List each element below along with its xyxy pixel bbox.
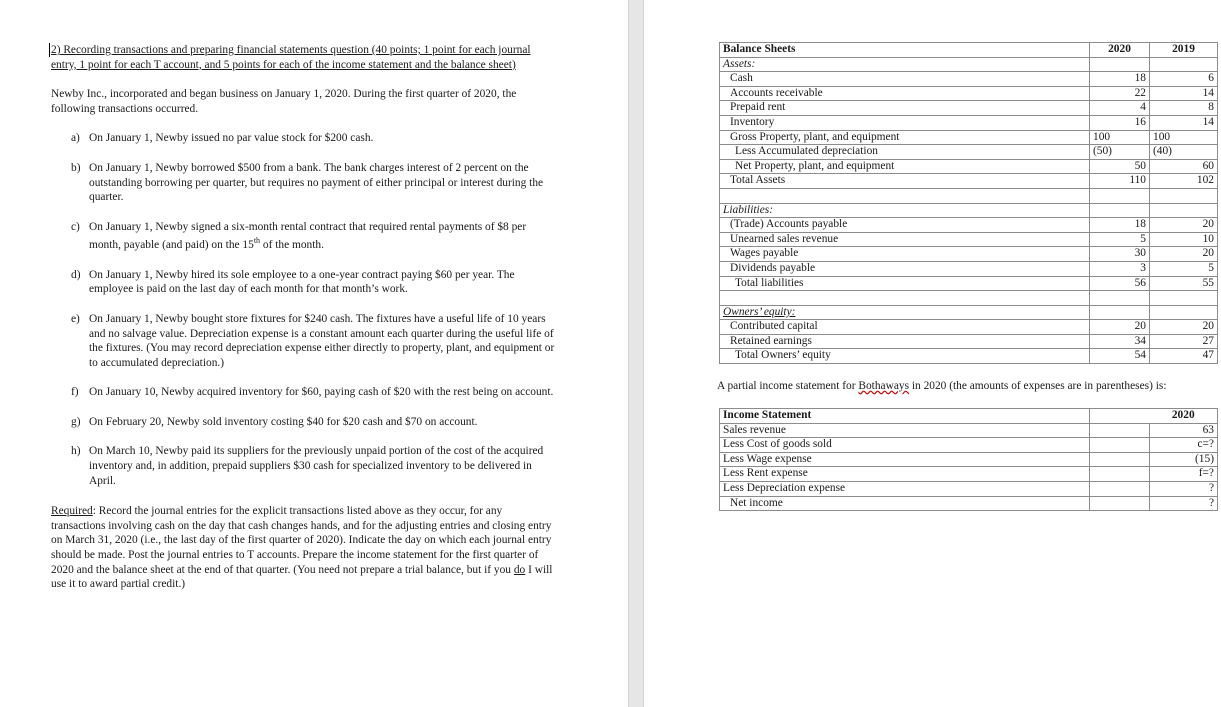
- table-cell: 22: [1090, 86, 1150, 101]
- table-row: [720, 496, 1218, 511]
- table-cell: Liabilities:: [720, 203, 1090, 218]
- table-row: [720, 261, 1218, 276]
- transaction-e: e) On January 1, Newby bought store fixtures for $240 cash. The fixtures have a useful life of 10 years and no salvage value. Depreciation expense is a constant amount each quarter during the useful life of the fixtures. (You may record depreciation expense either directly to property, plant, and equipment or to accumulated depreciation.): [71, 312, 555, 369]
- table-cell: Retained earnings: [720, 334, 1090, 349]
- table-cell: [1090, 452, 1150, 467]
- table-cell: [1090, 57, 1150, 72]
- table-cell: 4: [1090, 101, 1150, 116]
- table-row: [720, 334, 1218, 349]
- required-paragraph: Required: Record the journal entries for the explicit transactions listed above as they occur, for any transactions involving cash on the day that cash changes hands, and for the adjusting entries and closing entry on March 31, 2020 (i.e., the last day of the first quarter of 2020). Indicate the day on which each journal entry should be made. Post the journal entries to T accounts. Prepare the income statement for the first quarter of 2020 and the balance sheet at the end of that quarter. (You need not prepare a trial balance, but if you do I will use it to award partial credit.): [51, 505, 553, 591]
- table-cell: Unearned sales revenue: [720, 232, 1090, 247]
- table-cell: 60: [1150, 159, 1218, 174]
- table-cell: 102: [1150, 174, 1218, 189]
- partial-income-note: A partial income statement for Bothaways in 2020 (the amounts of expenses are in parentheses) is:: [717, 380, 1167, 392]
- table-cell: f=?: [1150, 467, 1218, 482]
- table-cell: Income Statement: [720, 409, 1090, 424]
- table-cell: [1090, 188, 1150, 203]
- table-cell: 34: [1090, 334, 1150, 349]
- table-row: [720, 174, 1218, 189]
- table-cell: [1090, 467, 1150, 482]
- table-cell: Contributed capital: [720, 320, 1090, 335]
- table-cell: [1090, 481, 1150, 496]
- table-cell: 20: [1150, 247, 1218, 262]
- question-title: 2) Recording transactions and preparing financial statements question (40 points; 1 point for each journal entry, 1 point for each T account, and 5 points for each of the income statement and the balance sheet): [51, 44, 531, 71]
- table-cell: [1150, 305, 1218, 320]
- transaction-f: f) On January 10, Newby acquired inventory for $60, paying cash of $20 with the rest being on account.: [71, 386, 554, 399]
- table-row: [720, 276, 1218, 291]
- table-cell: 2019: [1150, 43, 1218, 58]
- table-cell: [720, 291, 1090, 306]
- table-cell: 100: [1090, 130, 1150, 145]
- table-row: [720, 320, 1218, 335]
- table-cell: Balance Sheets: [720, 43, 1090, 58]
- table-cell: Net Property, plant, and equipment: [720, 159, 1090, 174]
- transaction-h: h) On March 10, Newby paid its suppliers for the previously unpaid portion of the cost of the acquired inventory and, in addition, prepaid suppliers $30 cash for specialized inventory to be delivered in April.: [71, 445, 544, 487]
- table-cell: Total liabilities: [720, 276, 1090, 291]
- table-cell: 8: [1150, 101, 1218, 116]
- table-cell: 2020: [1090, 43, 1150, 58]
- text-cursor: [49, 43, 50, 57]
- table-cell: [1090, 496, 1150, 511]
- assets-heading-row: [720, 57, 1218, 72]
- table-cell: 110: [1090, 174, 1150, 189]
- table-cell: Total Owners’ equity: [720, 349, 1090, 364]
- table-cell: [1150, 291, 1218, 306]
- table-cell: 2020: [1150, 409, 1218, 424]
- table-cell: c=?: [1150, 438, 1218, 453]
- table-cell: Sales revenue: [720, 423, 1090, 438]
- table-cell: (40): [1150, 145, 1218, 160]
- table-cell: [1090, 305, 1150, 320]
- table-cell: Dividends payable: [720, 261, 1090, 276]
- table-row: [720, 130, 1218, 145]
- table-cell: Prepaid rent: [720, 101, 1090, 116]
- balance-sheet-table: [719, 42, 1218, 364]
- table-cell: ?: [1150, 481, 1218, 496]
- table-cell: [1150, 203, 1218, 218]
- table-cell: 63: [1150, 423, 1218, 438]
- table-row: [720, 481, 1218, 496]
- table-cell: [1090, 203, 1150, 218]
- table-cell: 18: [1090, 72, 1150, 87]
- table-cell: 14: [1150, 86, 1218, 101]
- table-cell: 56: [1090, 276, 1150, 291]
- table-row: [720, 72, 1218, 87]
- transaction-b: b) On January 1, Newby borrowed $500 from a bank. The bank charges interest of 2 percent on the outstanding borrowing per quarter, but requires no payment of either principal or interest during the quarter.: [71, 161, 544, 204]
- table-cell: 100: [1150, 130, 1218, 145]
- table-cell: 20: [1150, 320, 1218, 335]
- table-cell: [1090, 423, 1150, 438]
- table-cell: [1150, 57, 1218, 72]
- table-cell: 47: [1150, 349, 1218, 364]
- table-row: [720, 145, 1218, 160]
- table-row: [720, 115, 1218, 130]
- table-row: [720, 232, 1218, 247]
- table-row: [720, 349, 1218, 364]
- table-cell: 30: [1090, 247, 1150, 262]
- table-cell: [1090, 409, 1150, 424]
- table-row: [720, 101, 1218, 116]
- income-statement-table: [719, 408, 1218, 511]
- table-cell: Cash: [720, 72, 1090, 87]
- table-row: [720, 423, 1218, 438]
- spacer-row: [720, 188, 1218, 203]
- page-gutter: [628, 0, 644, 707]
- table-cell: [1090, 291, 1150, 306]
- table-cell: [720, 188, 1090, 203]
- table-cell: 18: [1090, 218, 1150, 233]
- table-cell: 5: [1090, 232, 1150, 247]
- table-row: [720, 159, 1218, 174]
- transaction-list: [51, 131, 556, 488]
- transaction-c: c) On January 1, Newby signed a six-month rental contract that required rental payments of $8 per month, payable (and paid) on the 15th of the month.: [71, 220, 527, 252]
- table-cell: 5: [1150, 261, 1218, 276]
- table-cell: 50: [1090, 159, 1150, 174]
- table-cell: (Trade) Accounts payable: [720, 218, 1090, 233]
- table-cell: Wages payable: [720, 247, 1090, 262]
- table-cell: Less Cost of goods sold: [720, 438, 1090, 453]
- table-cell: [1150, 188, 1218, 203]
- equity-heading-row: [720, 305, 1218, 320]
- question-intro: Newby Inc., incorporated and began business on January 1, 2020. During the first quarter of 2020, the following transactions occurred.: [51, 88, 517, 115]
- table-cell: Total Assets: [720, 174, 1090, 189]
- table-row: [720, 438, 1218, 453]
- table-cell: ?: [1150, 496, 1218, 511]
- table-cell: Less Rent expense: [720, 467, 1090, 482]
- transaction-a: a) On January 1, Newby issued no par value stock for $200 cash.: [71, 132, 374, 145]
- table-cell: Accounts receivable: [720, 86, 1090, 101]
- table-cell: Net income: [720, 496, 1090, 511]
- table-row: [720, 218, 1218, 233]
- table-row: [720, 247, 1218, 262]
- table-cell: 20: [1150, 218, 1218, 233]
- spacer-row: [720, 291, 1218, 306]
- table-cell: Assets:: [720, 57, 1090, 72]
- table-cell: Owners’ equity:: [720, 305, 1090, 320]
- table-cell: Inventory: [720, 115, 1090, 130]
- table-cell: 10: [1150, 232, 1218, 247]
- table-cell: (15): [1150, 452, 1218, 467]
- table-cell: (50): [1090, 145, 1150, 160]
- table-header-row: [720, 43, 1218, 58]
- question-text: [51, 43, 556, 592]
- table-cell: 27: [1150, 334, 1218, 349]
- transaction-g: g) On February 20, Newby sold inventory costing $40 for $20 cash and $70 on account.: [71, 415, 478, 428]
- table-cell: 3: [1090, 261, 1150, 276]
- table-cell: 54: [1090, 349, 1150, 364]
- liabilities-heading-row: [720, 203, 1218, 218]
- table-row: [720, 467, 1218, 482]
- table-cell: 20: [1090, 320, 1150, 335]
- table-header-row: [720, 409, 1218, 424]
- table-cell: Gross Property, plant, and equipment: [720, 130, 1090, 145]
- table-row: [720, 452, 1218, 467]
- table-cell: Less Depreciation expense: [720, 481, 1090, 496]
- table-cell: [1090, 438, 1150, 453]
- table-cell: 14: [1150, 115, 1218, 130]
- transaction-d: d) On January 1, Newby hired its sole employee to a one-year contract paying $60 per year. The employee is paid on the last day of each month for that month’s work.: [71, 268, 515, 296]
- table-cell: 55: [1150, 276, 1218, 291]
- table-cell: Less Wage expense: [720, 452, 1090, 467]
- table-cell: Less Accumulated depreciation: [720, 145, 1090, 160]
- table-row: [720, 86, 1218, 101]
- table-cell: 16: [1090, 115, 1150, 130]
- table-cell: 6: [1150, 72, 1218, 87]
